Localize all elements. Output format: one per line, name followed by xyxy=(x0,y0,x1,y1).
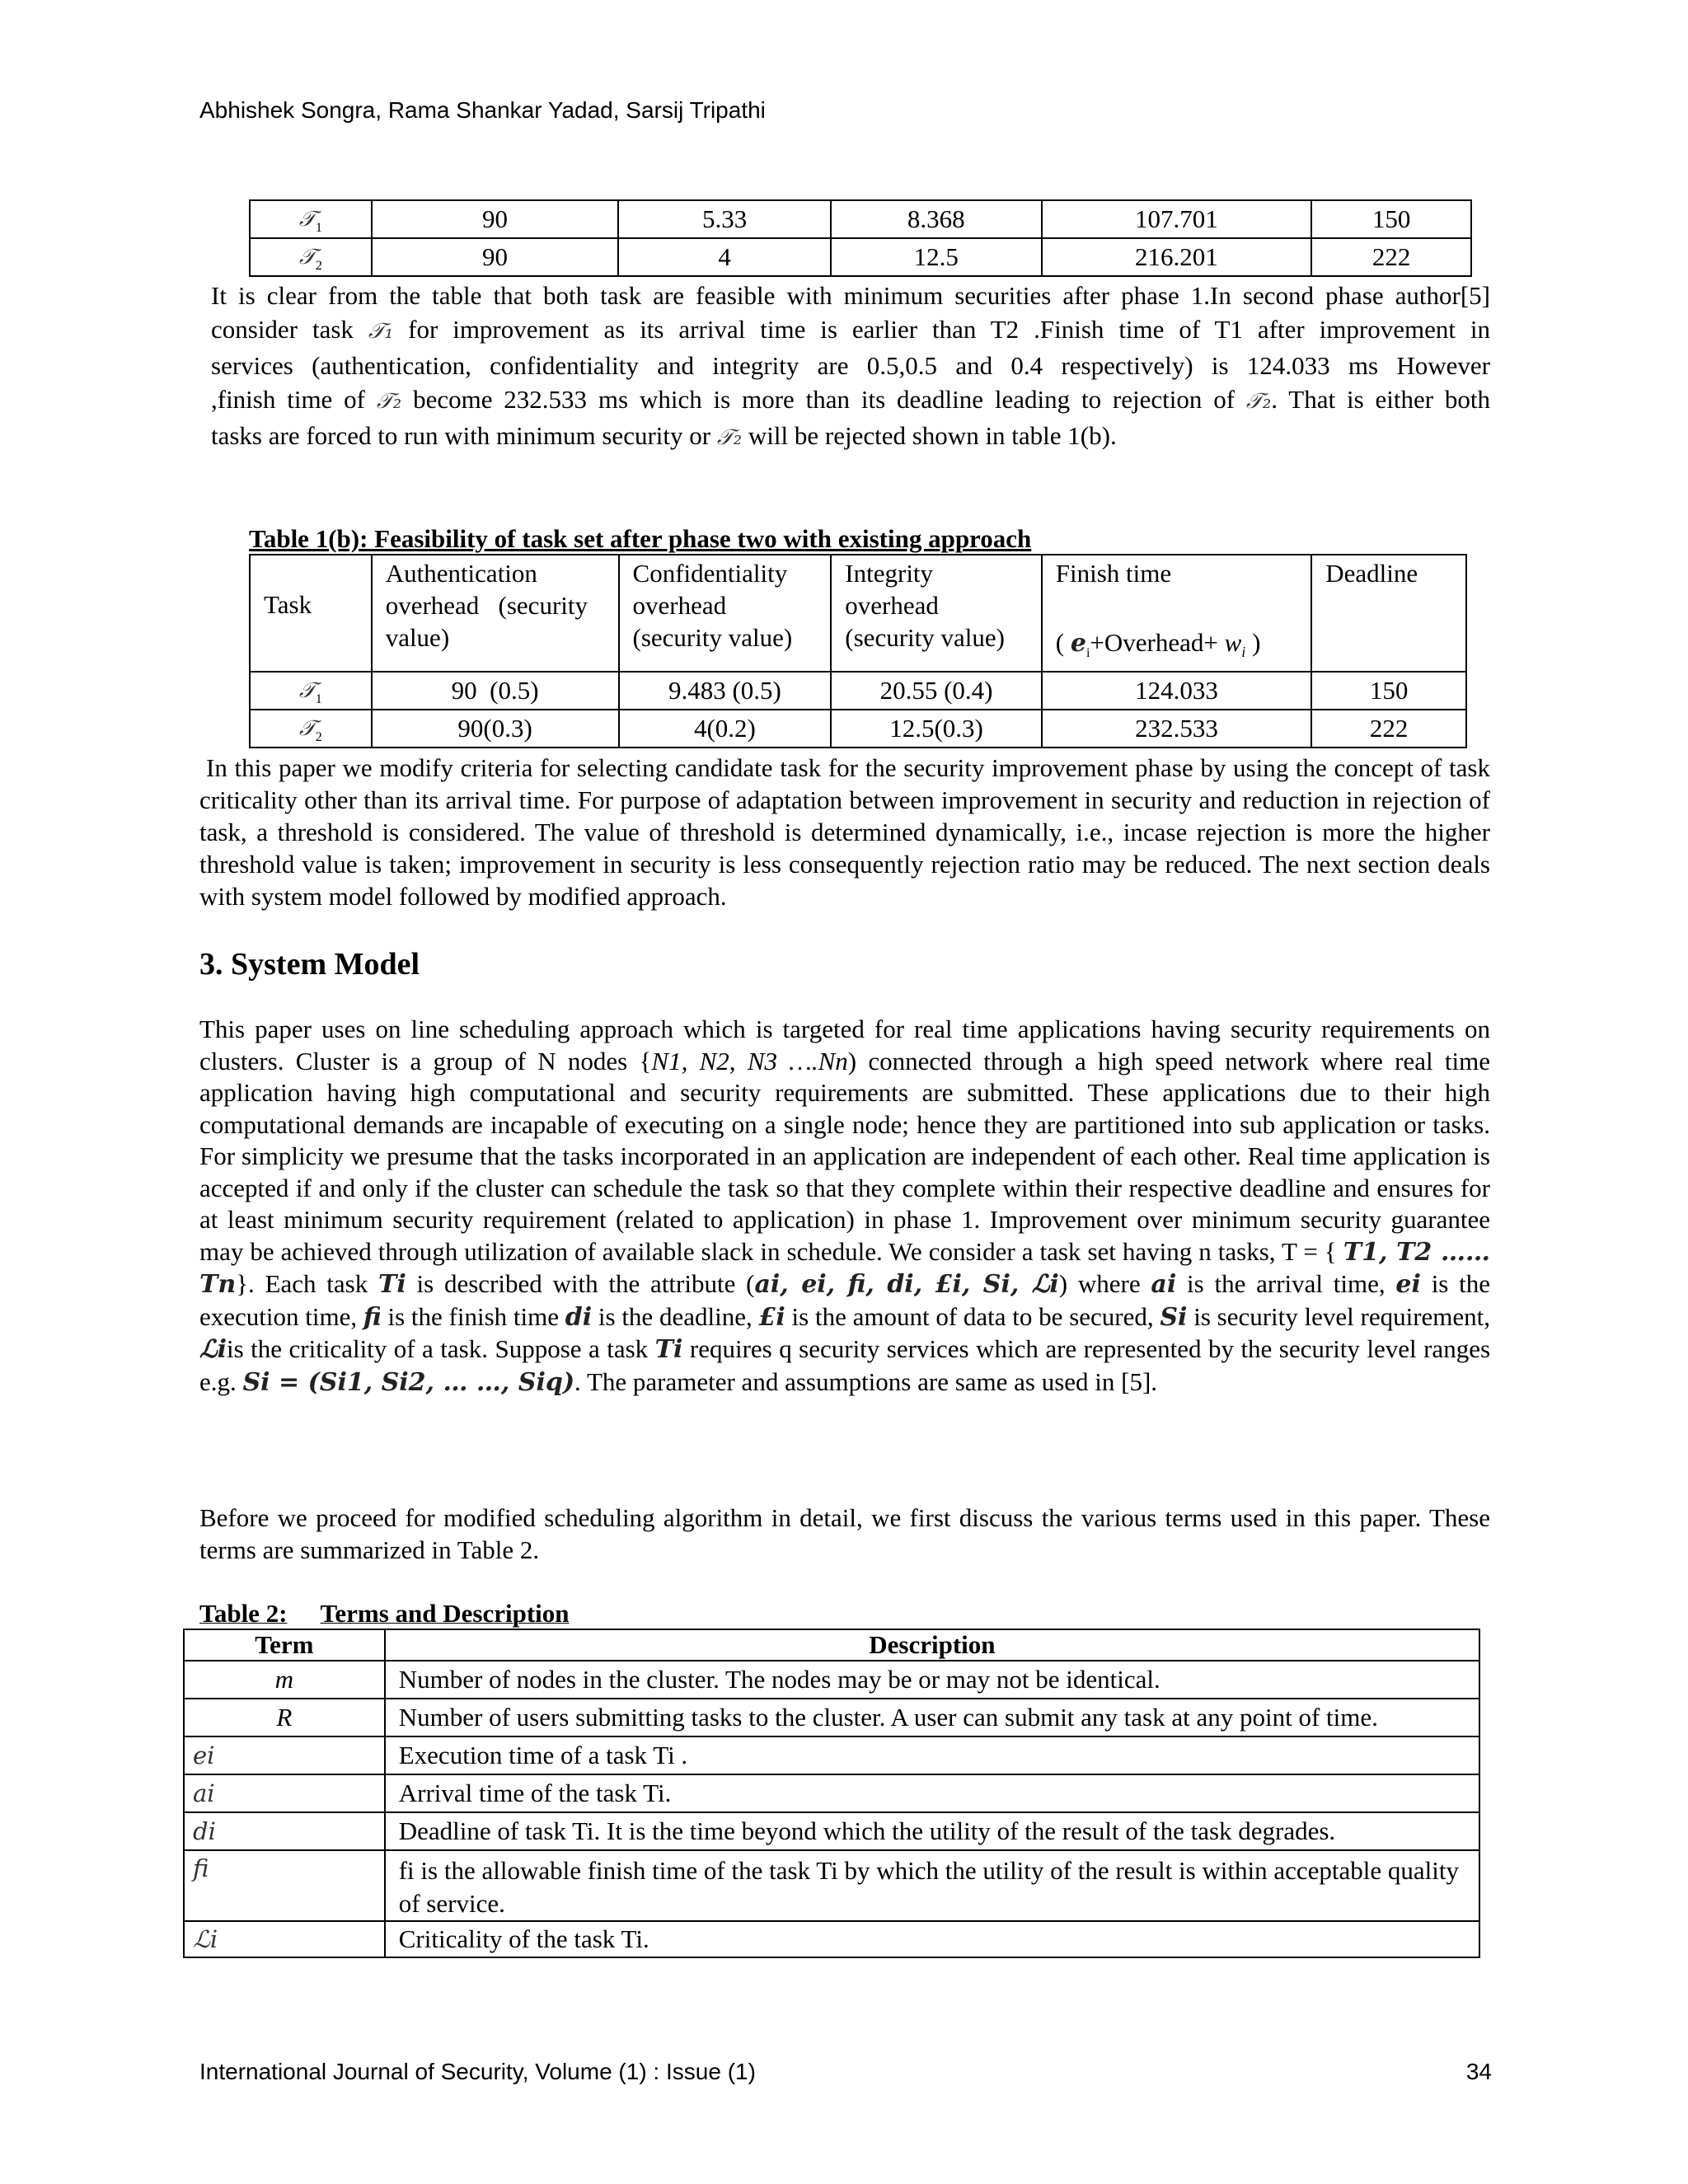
table-row xyxy=(250,238,1471,276)
paragraph-3: This paper uses on line scheduling approach which is targeted for real time applications having security requirements on clusters. Cluster is a group of N nodes {N1, N2, N3 ….Nn) connected through a high speed network where real time application having high computational and security requirements are submitted. These applications due to their high computational demands are incapable of executing on a single node; hence they are partitioned into sub application or tasks. For simplicity we presume that the tasks incorporated in an application are independent of each other. Real time application is accepted if and only if the cluster can schedule the task so that they complete within their respective deadline and ensures for at least minimum security requirement (related to application) in phase 1. Improvement over minimum security guarantee may be achieved through utilization of available slack in schedule. We consider a task set having n tasks, T = { T1, T2 …… Tn}. Each task Ti is described with the attribute (ai, ei, fi, di, £i, Si, ℒi) where ai is the arrival time, ei is the execution time, fi is the finish time di is the deadline, £i is the amount of data to be secured, Si is security level requirement, ℒiis the criticality of a task. Suppose a task Ti requires q security services which are represented by the security level ranges e.g. Si = (Si1, Si2, … …, Siq). The parameter and assumptions are same as used in [5]. xyxy=(199,1015,1491,1397)
description-cell: Execution time of a task Ti . xyxy=(385,1736,1479,1774)
node-set: N1, N2, N3 ….Nn xyxy=(651,1046,848,1076)
header-integ: Integrity overhead (security value) xyxy=(831,555,1041,672)
table-row xyxy=(250,200,1471,238)
header-auth: Authentication overhead (security value) xyxy=(372,555,619,672)
attribute-tuple: ai, ei, fi, di, £i, Si, ℒi xyxy=(754,1270,1059,1299)
header-term: Term xyxy=(184,1629,385,1661)
task-t2-symbol: 𝒯₂ xyxy=(1245,389,1272,414)
task-cell: 𝒯$_1$ xyxy=(250,200,372,238)
paragraph-4: Before we proceed for modified scheduling algorithm in detail, we first discuss the various terms used in this paper. These terms are summarized in Table 2. xyxy=(199,1503,1490,1564)
task-set-symbols: T1, T2 …… Tn xyxy=(199,1237,1490,1299)
deadline-cell: 150 xyxy=(1311,672,1466,710)
term-cell: ei xyxy=(184,1736,385,1774)
term-cell: ai xyxy=(184,1774,385,1812)
security-range-formula: Si = (Si1, Si2, … …, Siq) xyxy=(242,1367,575,1397)
term-cell: R xyxy=(184,1699,385,1736)
term-cell: ℒi xyxy=(184,1921,385,1957)
conf-cell: 9.483 (0.5) xyxy=(619,672,832,710)
table-row xyxy=(184,1774,1479,1812)
table-row xyxy=(250,710,1466,748)
task-cell: 𝒯$_2$ xyxy=(250,710,372,748)
deadline-cell: 150 xyxy=(1311,200,1471,238)
integ-cell: 12.5(0.3) xyxy=(831,710,1041,748)
integ-cell: 12.5 xyxy=(831,238,1042,276)
table-row xyxy=(184,1812,1479,1850)
task-cell: 𝒯$_2$ xyxy=(250,238,372,276)
term-cell: m xyxy=(184,1661,385,1699)
header-deadline: Deadline xyxy=(1311,555,1466,672)
header-task: Task xyxy=(250,555,372,672)
table-row xyxy=(184,1699,1479,1736)
table-row xyxy=(250,672,1466,710)
section-title: 3. System Model xyxy=(199,947,420,982)
task-t1-symbol: 𝒯₁ xyxy=(368,319,394,344)
journal-footer: International Journal of Security, Volume (1) : Issue (1) xyxy=(199,2059,756,2084)
table-1b xyxy=(249,554,1467,748)
table-header-row xyxy=(184,1629,1479,1661)
finish-cell: 232.533 xyxy=(1042,710,1311,748)
line: consider task 𝒯₁ for improvement as its arrival time is earlier than T2 .Finish time of T1 after improvement in xyxy=(211,315,1490,344)
paragraph-1 xyxy=(211,279,1490,455)
task-cell: 𝒯$_1$ xyxy=(250,672,372,710)
integ-cell: 8.368 xyxy=(831,200,1042,238)
finish-cell: 124.033 xyxy=(1042,672,1311,710)
description-cell: Criticality of the task Ti. xyxy=(385,1921,1479,1957)
task-t2-symbol: 𝒯₂ xyxy=(716,425,743,450)
conf-cell: 5.33 xyxy=(618,200,831,238)
table-row xyxy=(184,1736,1479,1774)
header-conf: Confidentiality overhead (security value) xyxy=(619,555,832,672)
finish-cell: 216.201 xyxy=(1042,238,1312,276)
page-number: 34 xyxy=(1465,2059,1492,2084)
auth-cell: 90 xyxy=(372,238,619,276)
table-row xyxy=(184,1850,1479,1921)
table-row xyxy=(184,1921,1479,1957)
table-2 xyxy=(183,1629,1480,1958)
line: services (authentication, confidentiality and integrity are 0.5,0.5 and 0.4 respectively) is 124.033 ms However xyxy=(211,351,1490,380)
conf-cell: 4(0.2) xyxy=(619,710,832,748)
description-cell: fi is the allowable finish time of the task Ti by which the utility of the result is within acceptable quality of service. xyxy=(385,1850,1479,1921)
finish-cell: 107.701 xyxy=(1042,200,1312,238)
table-1b-caption: Table 1(b): Feasibility of task set after phase two with existing approach xyxy=(249,524,1032,553)
paragraph-2: In this paper we modify criteria for selecting candidate task for the security improvement phase by using the concept of task criticality other than its arrival time. For purpose of adaptation between improvement in security and reduction in rejection of task, a threshold is considered. The value of threshold is determined dynamically, i.e., incase rejection is more the higher threshold value is taken; improvement in security is less consequently rejection ratio may be reduced. The next section deals with system model followed by modified approach. xyxy=(199,753,1490,911)
table-header-row xyxy=(250,555,1466,672)
deadline-cell: 222 xyxy=(1311,238,1471,276)
deadline-cell: 222 xyxy=(1311,710,1466,748)
conf-cell: 4 xyxy=(618,238,831,276)
table-2-caption: Table 2: Terms and Description xyxy=(199,1599,570,1628)
term-cell: fi xyxy=(184,1850,385,1921)
auth-cell: 90 xyxy=(372,200,619,238)
line: ,finish time of 𝒯₂ become 232.533 ms which is more than its deadline leading to rejection of 𝒯₂. That is either both xyxy=(211,385,1491,414)
running-header: Abhishek Songra, Rama Shankar Yadad, Sarsij Tripathi xyxy=(199,97,766,123)
line: tasks are forced to run with minimum security or 𝒯₂ will be rejected shown in table 1(b). xyxy=(211,421,1117,450)
term-cell: di xyxy=(184,1812,385,1850)
auth-cell: 90 (0.5) xyxy=(372,672,619,710)
task-i-symbol: Ti xyxy=(378,1270,406,1299)
task-t2-symbol: 𝒯₂ xyxy=(376,389,402,414)
line: It is clear from the table that both task are feasible with minimum securities after phase 1.In second phase author[5] xyxy=(211,281,1490,310)
description-cell: Number of nodes in the cluster. The nodes may be or may not be identical. xyxy=(385,1661,1479,1699)
table-1a xyxy=(249,199,1472,277)
description-cell: Deadline of task Ti. It is the time beyond which the utility of the result of the task degrades. xyxy=(385,1812,1479,1850)
integ-cell: 20.55 (0.4) xyxy=(831,672,1041,710)
header-description: Description xyxy=(385,1629,1479,1661)
auth-cell: 90(0.3) xyxy=(372,710,619,748)
table-row xyxy=(184,1661,1479,1699)
description-cell: Arrival time of the task Ti. xyxy=(385,1774,1479,1812)
header-finish: Finish time ( $e_i+Overhead+ w_i$ ) xyxy=(1042,555,1311,672)
description-cell: Number of users submitting tasks to the cluster. A user can submit any task at any point of time. xyxy=(385,1699,1479,1736)
